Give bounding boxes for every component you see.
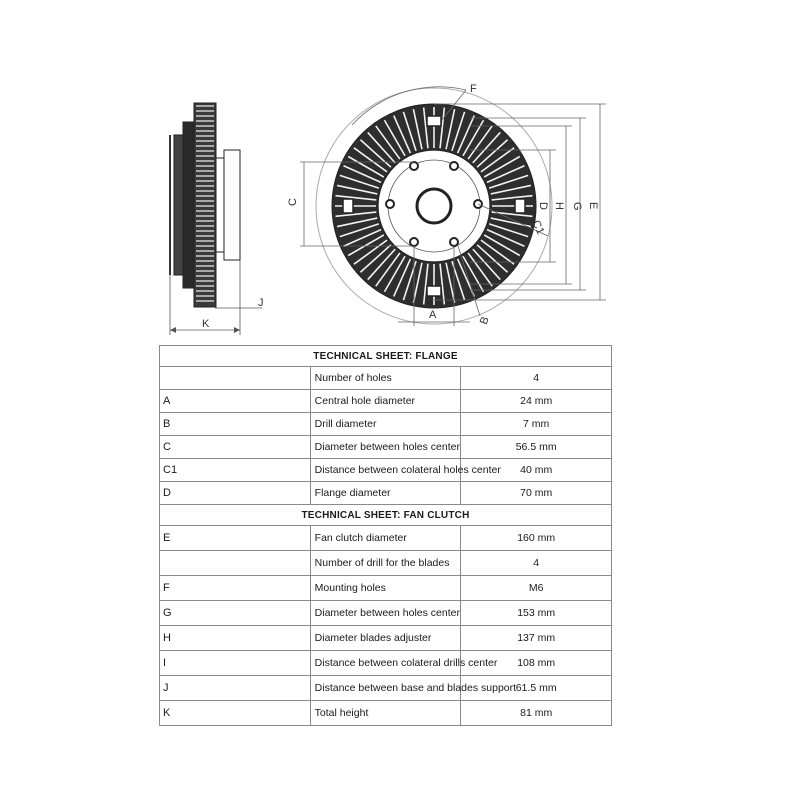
fan-clutch-desc-cell: Diameter blades adjuster (310, 626, 461, 651)
flange-value-cell: 4 (461, 367, 612, 390)
fan-clutch-code-cell: I (160, 651, 311, 676)
fan-clutch-code-cell: K (160, 701, 311, 726)
fan-clutch-desc-cell: Total height (310, 701, 461, 726)
fan-clutch-section-header (160, 505, 612, 526)
fan-clutch-code-cell: H (160, 626, 311, 651)
flange-value-cell: 24 mm (461, 390, 612, 413)
fan-clutch-code-cell: J (160, 676, 311, 701)
dim-label-J: J (258, 297, 264, 309)
table-row (160, 676, 612, 701)
fan-clutch-value-cell: 160 mm (461, 526, 612, 551)
flange-value-cell: 70 mm (461, 482, 612, 505)
fan-clutch-desc-cell: Fan clutch diameter (310, 526, 461, 551)
table-row (160, 482, 612, 505)
flange-code-cell: C (160, 436, 311, 459)
flange-desc-cell: Distance between colateral holes center (310, 459, 461, 482)
table-row (160, 576, 612, 601)
fan-clutch-value-cell: M6 (461, 576, 612, 601)
flange-desc-cell: Diameter between holes center (310, 436, 461, 459)
fan-clutch-value-cell: 153 mm (461, 601, 612, 626)
dim-label-H: H (553, 202, 565, 210)
fan-clutch-desc-cell: Number of drill for the blades (310, 551, 461, 576)
dim-label-F: F (470, 83, 477, 95)
fan-clutch-value-cell: 81 mm (461, 701, 612, 726)
fan-clutch-code-cell: E (160, 526, 311, 551)
table-row (160, 551, 612, 576)
dim-label-D: D (537, 202, 549, 210)
flange-title: TECHNICAL SHEET: FLANGE (160, 346, 612, 367)
fan-clutch-code-cell (160, 551, 311, 576)
table-row (160, 390, 612, 413)
flange-desc-cell: Central hole diameter (310, 390, 461, 413)
dim-label-C1: C1 (529, 218, 547, 237)
flange-value-cell: 40 mm (461, 459, 612, 482)
dim-label-G: G (571, 202, 583, 211)
flange-code-cell (160, 367, 311, 390)
fan-clutch-code-cell: F (160, 576, 311, 601)
dim-label-E: E (587, 202, 599, 210)
side-view (170, 103, 262, 335)
spec-table-body (160, 346, 612, 726)
table-row (160, 651, 612, 676)
table-row (160, 626, 612, 651)
table-row (160, 701, 612, 726)
flange-code-cell: A (160, 390, 311, 413)
fan-clutch-value-cell: 108 mm (461, 651, 612, 676)
flange-code-cell: B (160, 413, 311, 436)
table-row (160, 436, 612, 459)
table-row (160, 601, 612, 626)
flange-value-cell: 7 mm (461, 413, 612, 436)
dim-label-K: K (202, 318, 210, 330)
fan-clutch-desc-cell: Distance between colateral drills center (310, 651, 461, 676)
flange-code-cell: D (160, 482, 311, 505)
flange-desc-cell: Number of holes (310, 367, 461, 390)
table-row (160, 526, 612, 551)
dim-label-B: B (477, 315, 492, 327)
spec-table (159, 345, 612, 726)
table-row (160, 459, 612, 482)
flange-code-cell: C1 (160, 459, 311, 482)
fan-clutch-value-cell: 4 (461, 551, 612, 576)
dim-label-C: C (287, 198, 299, 206)
front-view (316, 88, 552, 327)
dim-label-A: A (429, 309, 437, 321)
flange-section-header (160, 346, 612, 367)
fan-clutch-desc-cell: Diameter between holes center (310, 601, 461, 626)
flange-desc-cell: Flange diameter (310, 482, 461, 505)
table-row (160, 367, 612, 390)
fan-clutch-desc-cell: Mounting holes (310, 576, 461, 601)
fan-clutch-value-cell: 61.5 mm (461, 676, 612, 701)
technical-drawing (0, 0, 800, 340)
fan-clutch-value-cell: 137 mm (461, 626, 612, 651)
flange-value-cell: 56.5 mm (461, 436, 612, 459)
fan-clutch-code-cell: G (160, 601, 311, 626)
flange-desc-cell: Drill diameter (310, 413, 461, 436)
table-row (160, 413, 612, 436)
fan-clutch-title: TECHNICAL SHEET: FAN CLUTCH (160, 505, 612, 526)
fan-clutch-desc-cell: Distance between base and blades support (310, 676, 461, 701)
